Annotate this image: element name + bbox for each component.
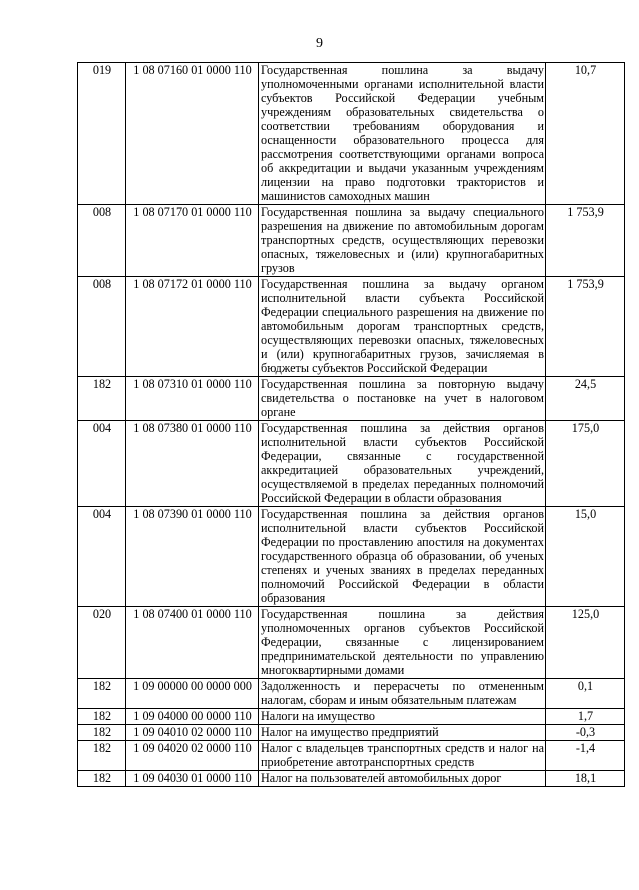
revenue-name-cell: Государственная пошлина за выдачу органом исполнительной власти субъекта Российской Федерации специального разрешения на движение по автомобильным дорогам транспортных средств, осуществляющих перевозки опасных, тяжеловесных и (или) крупногабаритных грузов, зачисляемая в бюджеты субъектов Российской Федерации bbox=[259, 277, 546, 377]
admin-code-cell: 020 bbox=[78, 607, 126, 679]
table-row bbox=[78, 63, 625, 205]
budget-table bbox=[77, 62, 625, 787]
amount-cell: 0,1 bbox=[546, 679, 625, 709]
table-row bbox=[78, 709, 625, 725]
revenue-name-cell: Государственная пошлина за действия органов исполнительной власти субъектов Российской Федерации, связанные с государственной аккредитацией образовательных учреждений, осуществляемой в пределах переданных полномочий Российской Федерации в области образования bbox=[259, 421, 546, 507]
table-row bbox=[78, 679, 625, 709]
amount-cell: 1,7 bbox=[546, 709, 625, 725]
amount-cell: 175,0 bbox=[546, 421, 625, 507]
admin-code-cell: 008 bbox=[78, 277, 126, 377]
page-number: 9 bbox=[316, 36, 323, 51]
revenue-name-cell: Государственная пошлина за повторную выдачу свидетельства о постановке на учет в налоговом органе bbox=[259, 377, 546, 421]
revenue-name-cell: Государственная пошлина за выдачу специального разрешения на движение по автомобильным дорогам транспортных средств, осуществляющих перевозки опасных, тяжеловесных и (или) крупногабаритных грузов bbox=[259, 205, 546, 277]
admin-code-cell: 019 bbox=[78, 63, 126, 205]
budget-code-cell: 1 08 07160 01 0000 110 bbox=[126, 63, 259, 205]
budget-code-cell: 1 08 07380 01 0000 110 bbox=[126, 421, 259, 507]
budget-code-cell: 1 09 04000 00 0000 110 bbox=[126, 709, 259, 725]
budget-table-body bbox=[78, 63, 625, 787]
budget-code-cell: 1 09 00000 00 0000 000 bbox=[126, 679, 259, 709]
revenue-name-cell: Государственная пошлина за действия органов исполнительной власти субъектов Российской Федерации по проставлению апостиля на документах государственного образца об образовании, об ученых степенях и ученых званиях в пределах переданных полномочий Российской Федерации в области образования bbox=[259, 507, 546, 607]
table-row bbox=[78, 771, 625, 787]
budget-code-cell: 1 09 04030 01 0000 110 bbox=[126, 771, 259, 787]
amount-cell: 10,7 bbox=[546, 63, 625, 205]
amount-cell: 15,0 bbox=[546, 507, 625, 607]
amount-cell: -1,4 bbox=[546, 741, 625, 771]
revenue-name-cell: Государственная пошлина за действия уполномоченных органов субъектов Российской Федерации, связанные с лицензированием предпринимательской деятельности по управлению многоквартирными домами bbox=[259, 607, 546, 679]
budget-code-cell: 1 08 07170 01 0000 110 bbox=[126, 205, 259, 277]
table-row bbox=[78, 607, 625, 679]
admin-code-cell: 182 bbox=[78, 679, 126, 709]
table-row bbox=[78, 377, 625, 421]
admin-code-cell: 182 bbox=[78, 377, 126, 421]
table-row bbox=[78, 725, 625, 741]
amount-cell: 125,0 bbox=[546, 607, 625, 679]
budget-code-cell: 1 09 04020 02 0000 110 bbox=[126, 741, 259, 771]
budget-code-cell: 1 09 04010 02 0000 110 bbox=[126, 725, 259, 741]
budget-code-cell: 1 08 07310 01 0000 110 bbox=[126, 377, 259, 421]
admin-code-cell: 182 bbox=[78, 741, 126, 771]
budget-code-cell: 1 08 07390 01 0000 110 bbox=[126, 507, 259, 607]
admin-code-cell: 004 bbox=[78, 421, 126, 507]
amount-cell: 18,1 bbox=[546, 771, 625, 787]
revenue-name-cell: Налог на пользователей автомобильных дорог bbox=[259, 771, 546, 787]
revenue-name-cell: Налог с владельцев транспортных средств и налог на приобретение автотранспортных средств bbox=[259, 741, 546, 771]
admin-code-cell: 008 bbox=[78, 205, 126, 277]
revenue-name-cell: Государственная пошлина за выдачу уполномоченными органами исполнительной власти субъектов Российской Федерации учебным учреждениям образовательных свидетельства о соответствии требованиям оборудования и оснащенности образовательного процесса для рассмотрения соответствующими органами вопроса об аккредитации и выдачи указанным учреждениям лицензии на право подготовки трактористов и машинистов самоходных машин bbox=[259, 63, 546, 205]
amount-cell: 1 753,9 bbox=[546, 205, 625, 277]
admin-code-cell: 004 bbox=[78, 507, 126, 607]
table-row bbox=[78, 507, 625, 607]
revenue-name-cell: Задолженность и перерасчеты по отмененным налогам, сборам и иным обязательным платежам bbox=[259, 679, 546, 709]
budget-code-cell: 1 08 07172 01 0000 110 bbox=[126, 277, 259, 377]
table-row bbox=[78, 205, 625, 277]
table-row bbox=[78, 741, 625, 771]
amount-cell: -0,3 bbox=[546, 725, 625, 741]
admin-code-cell: 182 bbox=[78, 771, 126, 787]
amount-cell: 24,5 bbox=[546, 377, 625, 421]
revenue-name-cell: Налоги на имущество bbox=[259, 709, 546, 725]
admin-code-cell: 182 bbox=[78, 725, 126, 741]
amount-cell: 1 753,9 bbox=[546, 277, 625, 377]
admin-code-cell: 182 bbox=[78, 709, 126, 725]
revenue-name-cell: Налог на имущество предприятий bbox=[259, 725, 546, 741]
budget-code-cell: 1 08 07400 01 0000 110 bbox=[126, 607, 259, 679]
table-row bbox=[78, 277, 625, 377]
table-row bbox=[78, 421, 625, 507]
